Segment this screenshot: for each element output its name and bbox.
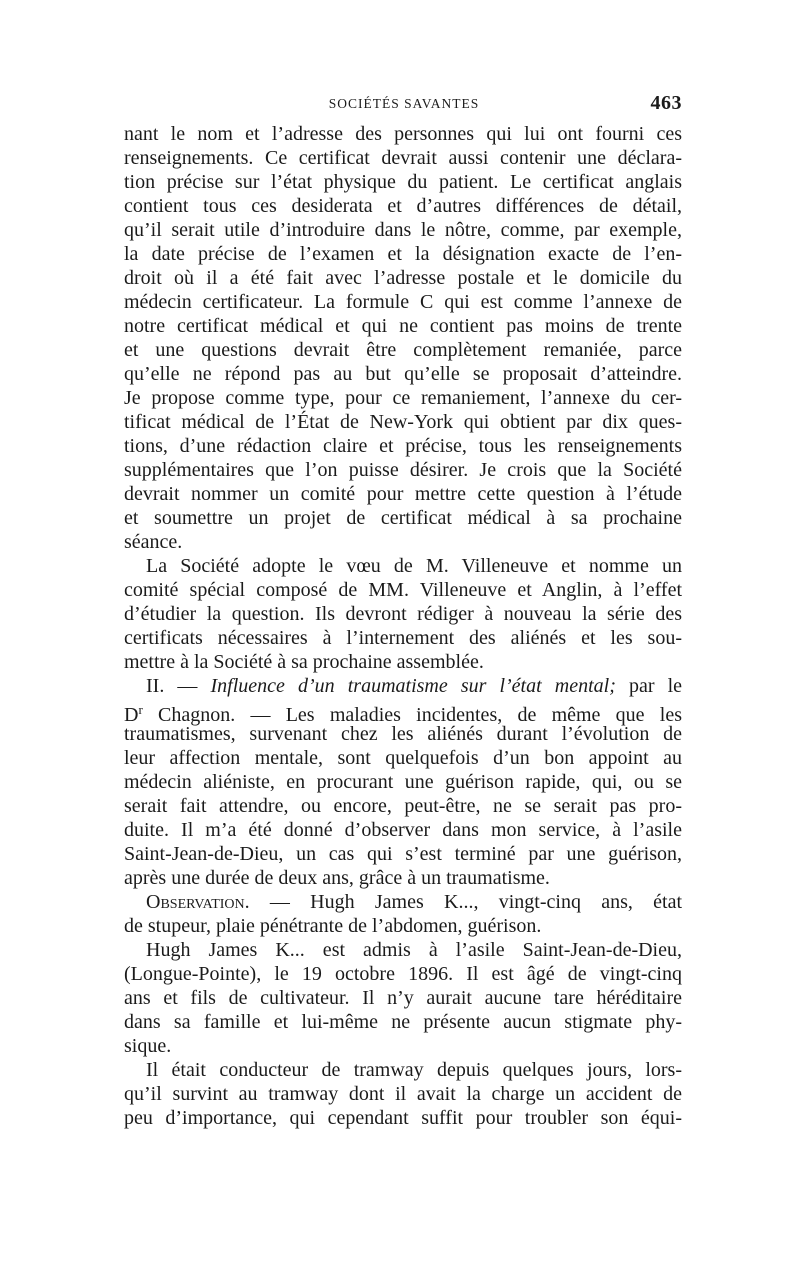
text-line: tion précise sur l’état physique du patient. Le certificat anglais [124, 171, 682, 193]
text-line: traumatismes, survenant chez les aliénés durant l’évolution de [124, 723, 682, 745]
text-line: qu’elle ne répond pas au but qu’elle se proposait d’atteindre. [124, 363, 682, 385]
text-line: supplémentaires que l’on puisse désirer. Je crois que la Société [124, 459, 682, 481]
text-line: tificat médical de l’État de New-York qui obtient par dix ques- [124, 411, 682, 433]
text-line: comité spécial composé de MM. Villeneuve et Anglin, à l’effet [124, 579, 682, 601]
text-line: médecin aliéniste, en procurant une guérison rapide, qui, ou se [124, 771, 682, 793]
text-line: Saint-Jean-de-Dieu, un cas qui s’est terminé par une guérison, [124, 843, 682, 865]
text-line: tions, d’une rédaction claire et précise, tous les renseignements [124, 435, 682, 457]
text-line: de stupeur, plaie pénétrante de l’abdomen, guérison. [124, 915, 542, 937]
text-line: La Société adopte le vœu de M. Villeneuve et nomme un [146, 555, 682, 577]
text-line: mettre à la Société à sa prochaine assemblée. [124, 651, 484, 673]
section-title: Influence d’un traumatisme sur l’état mental; [210, 675, 616, 697]
text-line: peu d’importance, qui cependant suffit pour troubler son équi- [124, 1107, 682, 1129]
text-segment: Chagnon. — Les maladies incidentes, de même que les [142, 704, 682, 726]
text-segment: — Hugh James K..., vingt-cinq ans, état [249, 891, 682, 913]
text-line: droit où il a été fait avec l’adresse postale et le domicile du [124, 267, 682, 289]
text-segment: D [124, 704, 139, 726]
text-line: médecin certificateur. La formule C qui est comme l’annexe de [124, 291, 682, 313]
text-line: serait fait attendre, ou encore, peut-être, ne se serait pas pro- [124, 795, 682, 817]
body-text [124, 122, 682, 1130]
text-line: Il était conducteur de tramway depuis quelques jours, lors- [146, 1059, 682, 1081]
section-label: Observation. [146, 891, 250, 913]
text-line: sique. [124, 1035, 172, 1057]
text-segment: II. — [146, 675, 211, 697]
text-line: d’étudier la question. Ils devront rédiger à nouveau la série des [124, 603, 682, 625]
text-line: notre certificat médical et qui ne contient pas moins de trente [124, 315, 682, 337]
text-line [124, 698, 682, 726]
text-line: renseignements. Ce certificat devrait aussi contenir une déclara- [124, 147, 682, 169]
text-line: qu’il serait utile d’introduire dans le nôtre, comme, par exemple, [124, 219, 682, 241]
text-line: contient tous ces desiderata et d’autres différences de détail, [124, 195, 682, 217]
text-line: dans sa famille et lui-même ne présente aucun stigmate phy- [124, 1011, 682, 1033]
page-number: 463 [650, 92, 682, 114]
text-line: leur affection mentale, sont quelquefois d’un bon appoint au [124, 747, 682, 769]
text-line: nant le nom et l’adresse des personnes qui lui ont fourni ces [124, 123, 682, 145]
text-segment: par le [615, 675, 682, 697]
text-line [124, 674, 682, 698]
text-line: Hugh James K... est admis à l’asile Saint-Jean-de-Dieu, [146, 939, 682, 961]
text-line: après une durée de deux ans, grâce à un traumatisme. [124, 867, 550, 889]
text-line: et une questions devrait être complètement remaniée, parce [124, 339, 682, 361]
text-line: ans et fils de cultivateur. Il n’y aurait aucune tare héréditaire [124, 987, 682, 1009]
text-line: duite. Il m’a été donné d’observer dans mon service, à l’asile [124, 819, 682, 841]
text-line: et soumettre un projet de certificat médical à sa prochaine [124, 507, 682, 529]
superscript: r [138, 702, 143, 717]
text-line: (Longue-Pointe), le 19 octobre 1896. Il est âgé de vingt-cinq [124, 963, 682, 985]
text-line: Je propose comme type, pour ce remaniement, l’annexe du cer- [124, 387, 682, 409]
text-line [124, 890, 682, 914]
text-line: devrait nommer un comité pour mettre cette question à l’étude [124, 483, 682, 505]
text-line: certificats nécessaires à l’internement des aliénés et les sou- [124, 627, 682, 649]
text-line: la date précise de l’examen et la désignation exacte de l’en- [124, 243, 682, 265]
text-line: qu’il survint au tramway dont il avait la charge un accident de [124, 1083, 682, 1105]
text-line: séance. [124, 531, 183, 553]
running-head: SOCIÉTÉS SAVANTES [328, 96, 480, 111]
page-header [124, 92, 682, 120]
